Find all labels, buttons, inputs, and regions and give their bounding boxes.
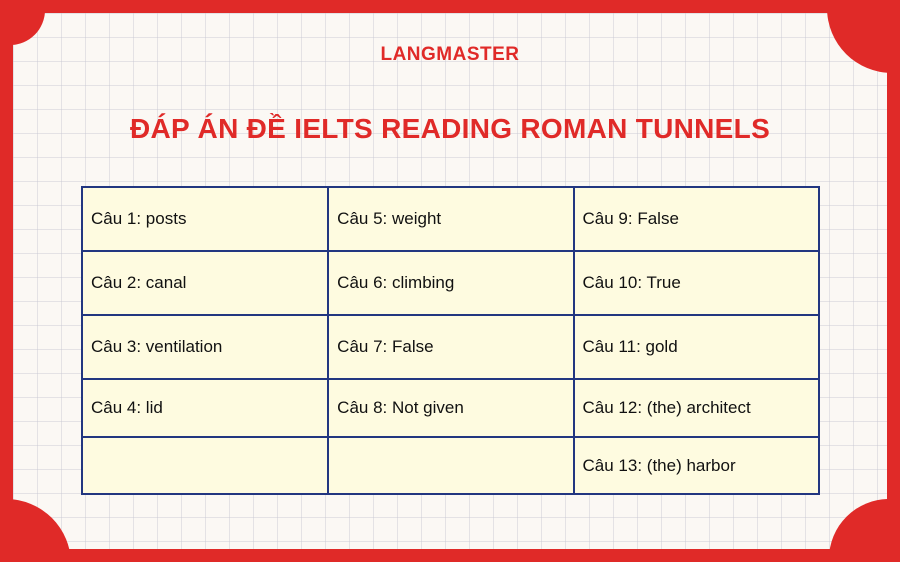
answer-cell: Câu 2: canal (82, 251, 328, 315)
answer-cell: Câu 9: False (574, 187, 819, 251)
table-row (82, 379, 819, 437)
answer-cell: Câu 6: climbing (328, 251, 573, 315)
answer-table (81, 186, 820, 495)
answer-cell: Câu 7: False (328, 315, 573, 379)
brand-logo: LANGMASTER (380, 44, 520, 65)
answer-cell: Câu 8: Not given (328, 379, 573, 437)
corner-decoration-top-left (13, 13, 45, 45)
table-row (82, 437, 819, 494)
answer-cell: Câu 11: gold (574, 315, 819, 379)
empty-cell (82, 437, 328, 494)
corner-decoration-bottom-left (13, 499, 71, 549)
answer-cell: Câu 4: lid (82, 379, 328, 437)
answer-cell: Câu 13: (the) harbor (574, 437, 819, 494)
grid-paper-background (13, 13, 887, 549)
answer-cell: Câu 12: (the) architect (574, 379, 819, 437)
table-row (82, 187, 819, 251)
answer-cell: Câu 10: True (574, 251, 819, 315)
corner-decoration-bottom-right (829, 499, 887, 549)
page-title: ĐÁP ÁN ĐỀ IELTS READING ROMAN TUNNELS (129, 113, 771, 144)
answer-cell: Câu 3: ventilation (82, 315, 328, 379)
empty-cell (328, 437, 573, 494)
answer-cell: Câu 5: weight (328, 187, 573, 251)
answer-cell: Câu 1: posts (82, 187, 328, 251)
table-row (82, 315, 819, 379)
table-row (82, 251, 819, 315)
